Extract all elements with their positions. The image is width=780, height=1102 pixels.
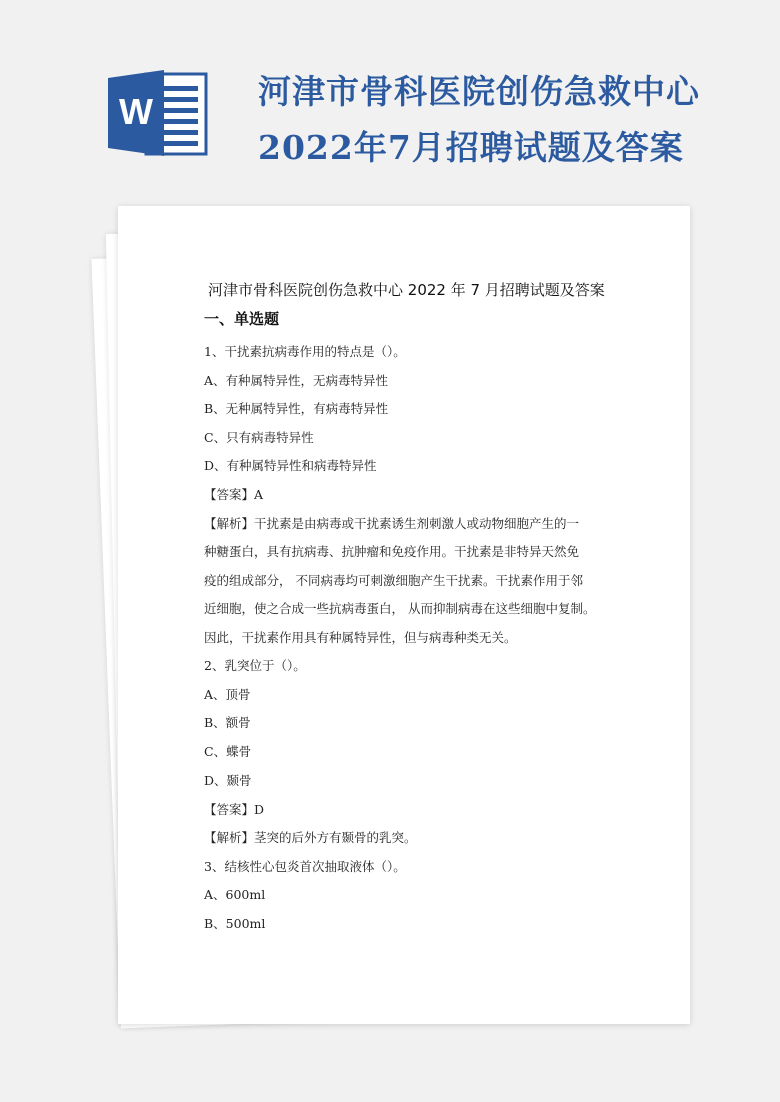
option-line: D、有种属特异性和病毒特异性 bbox=[204, 458, 377, 473]
question-3: 3、结核性心包炎首次抽取液体（）。 bbox=[204, 859, 406, 874]
option-line: C、蝶骨 bbox=[204, 744, 252, 759]
option-line: D、颞骨 bbox=[204, 773, 252, 788]
answer-line: 【答案】D bbox=[204, 802, 265, 817]
option-line: B、无种属特异性，有病毒特异性 bbox=[204, 401, 389, 416]
document-title: 河津市骨科医院创伤急救中心 2022 年 7 月招聘试题及答案 bbox=[208, 281, 605, 299]
explanation-line: 因此，干扰素作用具有种属特异性，但与病毒种类无关。 bbox=[204, 630, 517, 645]
explanation-line: 近细胞，使之合成一些抗病毒蛋白， 从而抑制病毒在这些细胞中复制。 bbox=[204, 601, 596, 616]
option-line: A、600ml bbox=[204, 887, 266, 902]
option-line: A、顶骨 bbox=[204, 687, 251, 702]
answer-line: 【答案】A bbox=[204, 487, 264, 502]
page-title-line-2: 2022年7月招聘试题及答案 bbox=[258, 128, 684, 167]
option-line: B、额骨 bbox=[204, 715, 251, 730]
option-line: C、只有病毒特异性 bbox=[204, 430, 314, 445]
question-2: 2、乳突位于（）。 bbox=[204, 658, 306, 673]
page-title-line-1: 河津市骨科医院创伤急救中心 bbox=[258, 72, 700, 111]
explanation-line: 种糖蛋白，具有抗病毒、抗肿瘤和免疫作用。干扰素是非特异天然免 bbox=[204, 544, 580, 559]
explanation-line: 【解析】干扰素是由病毒或干扰素诱生剂刺激人或动物细胞产生的一 bbox=[204, 516, 580, 531]
option-line: B、500ml bbox=[204, 916, 266, 931]
explanation-line: 疫的组成部分， 不同病毒均可刺激细胞产生干扰素。干扰素作用于邻 bbox=[204, 573, 583, 588]
explanation-line: 【解析】茎突的后外方有颞骨的乳突。 bbox=[204, 830, 417, 845]
option-line: A、有种属特异性，无病毒特异性 bbox=[204, 373, 389, 388]
word-document-icon bbox=[108, 66, 210, 160]
page-title bbox=[258, 64, 700, 176]
section-heading: 一、单选题 bbox=[204, 310, 280, 328]
question-1: 1、干扰素抗病毒作用的特点是（）。 bbox=[204, 344, 406, 359]
svg-text:W: W bbox=[119, 91, 153, 132]
